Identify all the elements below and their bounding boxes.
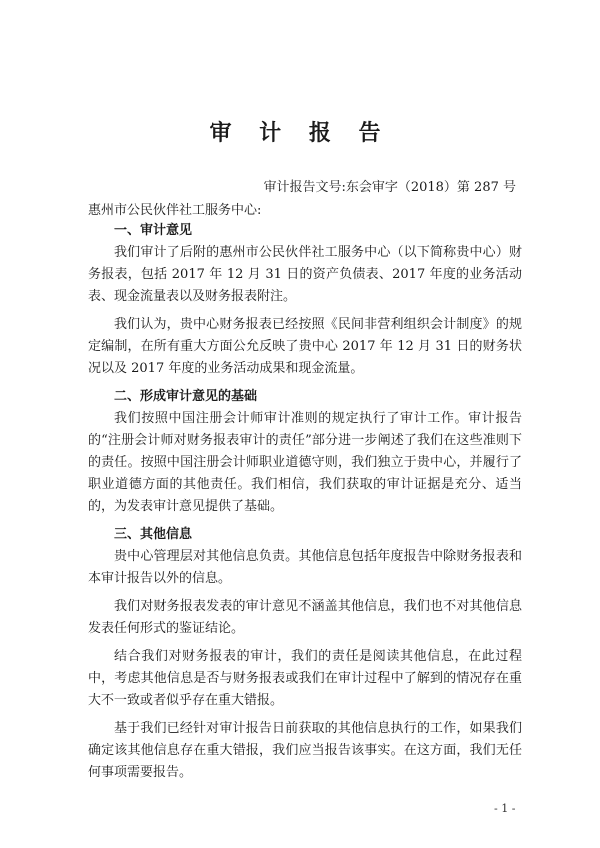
document-title: 审 计 报 告	[209, 120, 391, 146]
paragraph: 我们审计了后附的惠州市公民伙伴社工服务中心（以下简称贵中心）财务报表，包括 2017 年 12 月 31 日的资产负债表、2017 年度的业务活动表、现金流量表以及财务报表附注。	[88, 245, 522, 304]
addressee: 惠州市公民伙伴社工服务中心:	[88, 203, 262, 218]
section-heading: 一、审计意见	[114, 223, 193, 238]
paragraph: 我们按照中国注册会计师审计准则的规定执行了审计工作。审计报告的“注册会计师对财务报表审计的责任”部分进一步阐述了我们在这些准则下的责任。按照中国注册会计师职业道德守则，我们独立于贵中心，并履行了职业道德方面的其他责任。我们相信，我们获取的审计证据是充分、适当的，为发表审计意见提供了基础。	[88, 411, 522, 514]
section-heading: 三、其他信息	[114, 527, 193, 542]
paragraph: 贵中心管理层对其他信息负责。其他信息包括年度报告中除财务报表和本审计报告以外的信息。	[88, 549, 522, 586]
paragraph: 我们认为，贵中心财务报表已经按照《民间非营利组织会计制度》的规定编制，在所有重大方面公允反映了贵中心 2017 年 12 月 31 日的财务状况以及 2017 年度的业务活动成果和现金流量。	[88, 317, 522, 376]
document-number: 审计报告文号:东会审字（2018）第 287 号	[263, 180, 516, 195]
section-heading: 二、形成审计意见的基础	[114, 389, 258, 404]
page-number: - 1 -	[494, 802, 516, 815]
paragraph: 基于我们已经针对审计报告日前获取的其他信息执行的工作，如果我们确定该其他信息存在重大错报，我们应当报告该事实。在这方面，我们无任何事项需要报告。	[88, 721, 522, 780]
seal-stamp	[558, 360, 600, 490]
paragraph: 结合我们对财务报表的审计，我们的责任是阅读其他信息，在此过程中，考虑其他信息是否与财务报表或我们在审计过程中了解到的情况存在重大不一致或者似乎存在重大错报。	[88, 649, 522, 708]
paragraph: 我们对财务报表发表的审计意见不涵盖其他信息，我们也不对其他信息发表任何形式的鉴证结论。	[88, 599, 522, 636]
document-body	[88, 220, 522, 790]
